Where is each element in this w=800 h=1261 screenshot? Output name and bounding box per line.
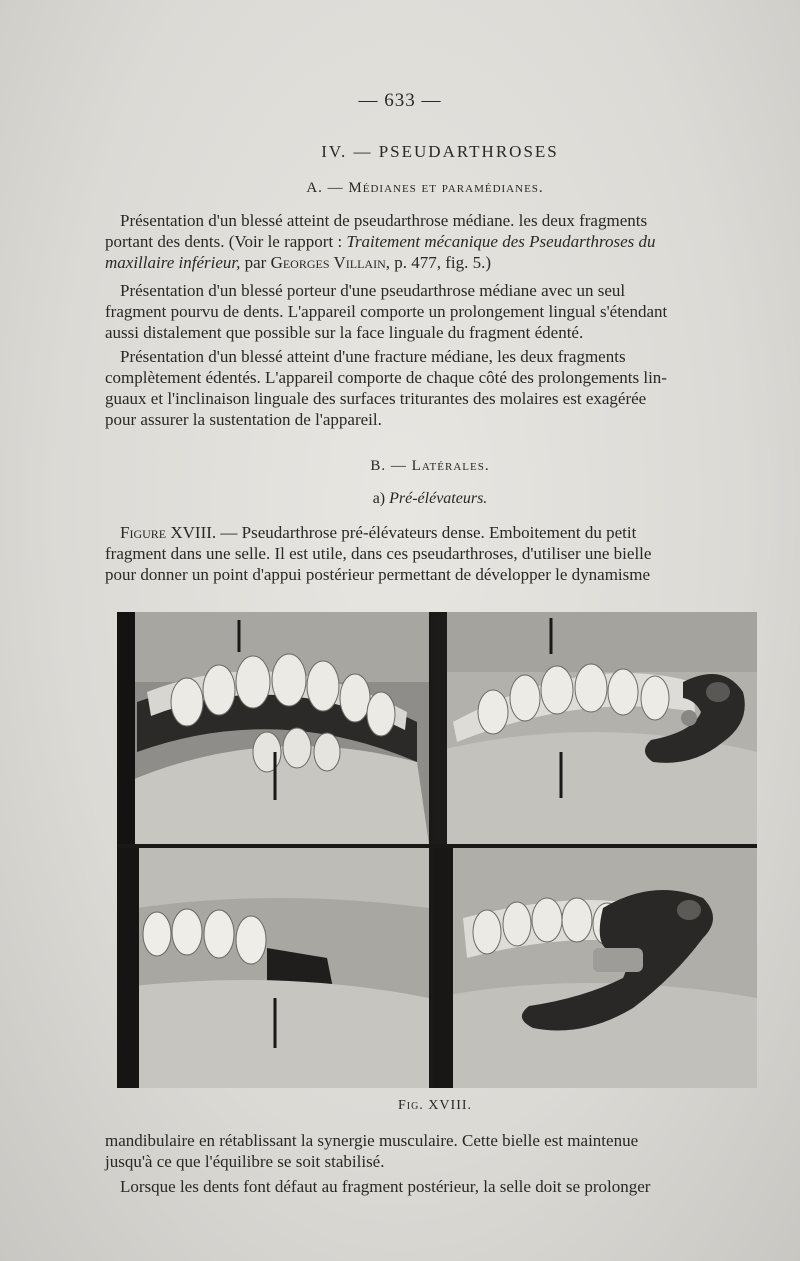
paragraph-2: [105, 280, 765, 343]
paragraph-4: [105, 522, 765, 585]
paragraph-1-line-3: [105, 252, 765, 273]
paragraph-1: [105, 210, 765, 273]
subheading-prefix: a): [372, 490, 390, 507]
photo-panel-top-left: [117, 612, 429, 844]
paragraph-2-line-3: aussi distalement que possible sur la face linguale du fragment édenté.: [105, 323, 584, 342]
paragraph-3-line-4: pour assurer la sustentation de l'appareil.: [105, 410, 382, 429]
photo-panel-bottom-left: [117, 848, 429, 1088]
paragraph-6: [105, 1176, 765, 1197]
paragraph-3-line-1: Présentation d'un blessé atteint d'une fracture médiane, les deux fragments: [120, 347, 626, 366]
text-span: — Pseudarthrose pré-élévateurs dense. Emboitement du petit: [216, 523, 637, 542]
subsection-heading-b: B. — Latérales.: [370, 458, 490, 474]
page-number: — 633 —: [358, 90, 442, 111]
figure-caption: Fig. XVIII.: [397, 1098, 473, 1113]
text-span: par: [240, 253, 271, 272]
section-title: IV. — PSEUDARTHROSES: [321, 142, 559, 161]
author-name: Georges Villain: [270, 253, 386, 272]
subheading-title: Pré-élévateurs.: [389, 490, 488, 507]
paragraph-1-line-1: Présentation d'un blessé atteint de pseudarthrose médiane. les deux fragments: [120, 211, 648, 230]
text-span: , p. 477, fig. 5.): [385, 253, 492, 272]
paragraph-2-line-2: fragment pourvu de dents. L'appareil comporte un prolongement lingual s'étendant: [105, 302, 668, 321]
paragraph-1-line-2: [105, 231, 765, 252]
paragraph-4-line-3: pour donner un point d'appui postérieur permettant de développer le dynamisme: [105, 565, 651, 584]
paragraph-3: [105, 346, 765, 430]
paragraph-6-line-1: Lorsque les dents font défaut au fragment postérieur, la selle doit se prolonger: [120, 1177, 651, 1196]
report-title: Traitement mécanique des Pseudarthroses du: [346, 232, 656, 251]
paragraph-3-line-3: guaux et l'inclinaison linguale des surfaces triturantes des molaires est exagérée: [105, 389, 647, 408]
report-title-cont: maxillaire inférieur,: [105, 253, 241, 272]
subheading: [0, 490, 800, 508]
paragraph-2-line-1: Présentation d'un blessé porteur d'une pseudarthrose médiane avec un seul: [120, 281, 626, 300]
paragraph-5-line-1: mandibulaire en rétablissant la synergie musculaire. Cette bielle est maintenue: [105, 1131, 639, 1150]
paragraph-5-line-2: jusqu'à ce que l'équilibre se soit stabilisé.: [105, 1152, 385, 1171]
figure-xviii: [117, 612, 757, 1088]
subsection-heading-a: A. — Médianes et paramédianes.: [306, 180, 544, 196]
text-span: portant des dents. (Voir le rapport :: [105, 232, 347, 251]
paragraph-5: [105, 1130, 765, 1172]
paragraph-3-line-2: complètement édentés. L'appareil comporte de chaque côté des prolongements lin-: [105, 368, 667, 387]
paragraph-4-line-1: [105, 522, 765, 543]
paragraph-4-line-2: fragment dans une selle. Il est utile, dans ces pseudarthroses, d'utiliser une bielle: [105, 544, 652, 563]
photo-panel-bottom-right: [433, 848, 757, 1088]
figure-reference: Figure XVIII.: [120, 523, 217, 542]
photo-panel-top-right: [433, 612, 757, 844]
